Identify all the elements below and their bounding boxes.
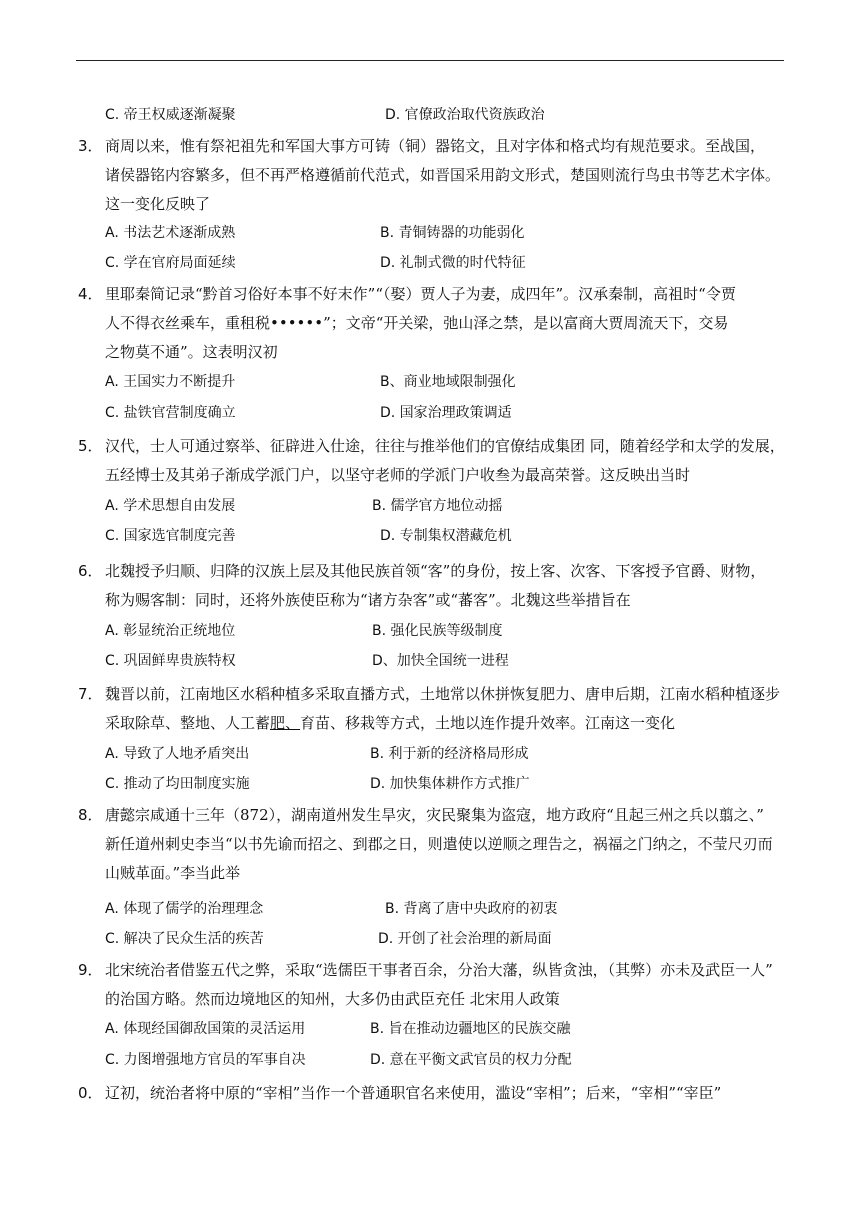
q3-stem-line-2: 诸侯器铭内容繁多，但不再严格遵循前代范式，如晋国采用韵文形式，楚国则流行鸟虫书等艺术字体。 [105, 166, 781, 184]
q7-option-d: D. 加快集体耕作方式推广 [370, 776, 530, 792]
q6-number: 6． [78, 562, 103, 580]
q5-stem-line-1: 汉代，士人可通过察举、征辟进入仕途，往往与推举他们的官僚结成集团 同，随着经学和太学的发展， [105, 437, 785, 455]
q4-option-d: D. 国家治理政策调适 [380, 405, 512, 421]
q8-stem-line-2: 新任道州刺史李当“以书先谕而招之、到郡之日，则遣使以逆顺之理告之，祸福之门纳之，不莹尺刃而 [105, 835, 773, 853]
q2-option-c: C. 帝王权威逐渐凝聚 [105, 107, 236, 123]
q4-option-a: A. 王国实力不断提升 [105, 374, 236, 390]
q8-stem-line-3: 山贼革面。”李当此举 [105, 864, 241, 882]
q9-number: 9． [78, 961, 103, 979]
q9-stem-line-2: 的治国方略。然而边境地区的知州，大多仍由武臣充任 北宋用人政策 [105, 990, 560, 1008]
q7-stem-line-2a: 采取除草、整地、人工蓄 [105, 714, 271, 732]
q9-option-b: B. 旨在推动边疆地区的民族交融 [370, 1021, 571, 1037]
q3-option-d: D. 礼制式微的时代特征 [380, 255, 526, 271]
q7-stem-line-1: 魏晋以前，江南地区水稻种植多采取直播方式，土地常以休拼恢复肥力、唐申后期，江南水稻种植逐步 [105, 685, 781, 703]
q7-stem-line-2 [105, 713, 675, 733]
q6-option-b: B. 强化民族等级制度 [372, 623, 503, 639]
q5-option-a: A. 学术思想自由发展 [105, 498, 236, 514]
q5-stem-line-2: 五经博士及其弟子渐成学派门户，以坚守老师的学派门户收叁为最高荣誉。这反映出当时 [105, 466, 691, 484]
q5-option-c: C. 国家选官制度完善 [105, 528, 236, 544]
q7-option-b: B. 利于新的经济格局形成 [370, 746, 529, 762]
q9-option-a: A. 体现经国御敌国策的灵活运用 [105, 1021, 306, 1037]
q6-option-d: D、加快全国统一进程 [372, 653, 509, 669]
q8-option-b: B. 背离了唐中央政府的初衷 [385, 901, 558, 917]
header-rule [76, 60, 784, 61]
q4-number: 4． [78, 285, 103, 303]
q3-option-b: B. 青铜铸器的功能弱化 [380, 225, 525, 241]
q3-stem-line-3: 这一变化反映了 [105, 195, 211, 213]
q8-number: 8． [78, 806, 103, 824]
q5-option-b: B. 儒学官方地位动摇 [372, 498, 503, 514]
q8-option-d: D. 开创了社会治理的新局面 [378, 931, 552, 947]
q4-option-b: B、商业地域限制强化 [380, 374, 516, 390]
q9-stem-line-1: 北宋统治者借鉴五代之弊，采取“选儒臣干事者百余，分治大藩，纵皆贪浊，（其弊）亦未及武臣一人” [105, 961, 773, 979]
q3-option-a: A. 书法艺术逐渐成熟 [105, 225, 236, 241]
q8-option-a: A. 体现了儒学的治理理念 [105, 901, 264, 917]
q3-stem-line-1: 商周以来，惟有祭祀祖先和军国大事方可铸（铜）器铭文，且对字体和格式均有规范要求。至战国， [105, 137, 766, 155]
q7-option-c: C. 推动了均田制度实施 [105, 776, 250, 792]
q6-option-a: A. 彰显统治正统地位 [105, 623, 236, 639]
q3-option-c: C. 学在官府局面延续 [105, 255, 236, 271]
q8-stem-line-1: 唐懿宗咸通十三年（872），湖南道州发生旱灾，灾民聚集为盗寇，地方政府“且起三州之兵以翦之、” [105, 806, 764, 824]
q4-option-c: C. 盐铁官营制度确立 [105, 405, 236, 421]
q6-stem-line-1: 北魏授予归顺、归降的汉族上层及其他民族首领“客”的身份，按上客、次客、下客授予官爵、财物， [105, 562, 766, 580]
q9-option-d: D. 意在平衡文武官员的权力分配 [370, 1052, 572, 1068]
q9-option-c: C. 力图增强地方官员的军事自决 [105, 1052, 306, 1068]
q5-option-d: D. 专制集权潜藏危机 [380, 528, 512, 544]
q7-option-a: A. 导致了人地矛盾突出 [105, 746, 250, 762]
q10-stem-line-1: 辽初，统治者将中原的“宰相”当作一个普通职官名来使用，滥设“宰相”；后来，“宰相”“宰臣” [105, 1084, 722, 1102]
q6-stem-line-2: 称为赐客制：同时，还将外族使臣称为“诸方杂客”或“蕃客”。北魏这些举措旨在 [105, 591, 631, 609]
q7-number: 7． [78, 685, 103, 703]
q10-number: 0． [78, 1084, 103, 1102]
q4-stem-line-1: 里耶秦简记录“黔首习俗好本事不好末作”“（娶）贾人子为妻，成四年”。汉承秦制，高祖时“令贾 [105, 285, 736, 303]
q5-number: 5． [78, 437, 103, 455]
q3-number: 3． [78, 137, 103, 155]
q8-option-c: C. 解决了民众生活的疾苦 [105, 931, 264, 947]
q4-stem-line-3: 之物莫不通”。这表明汉初 [105, 343, 278, 361]
q4-stem-line-2: 人不得衣丝乘车，重租税••••••”；文帝“开关梁，弛山泽之禁，是以富商大贾周流天下，交易 [105, 314, 729, 332]
q2-option-d: D. 官僚政治取代资族政治 [385, 107, 545, 123]
q7-stem-underlined: 肥、 [270, 714, 301, 732]
q6-option-c: C. 巩固鲜卑贵族特权 [105, 653, 236, 669]
q7-stem-line-2b: 育苗、移栽等方式，土地以连作提升效率。江南这一变化 [300, 714, 676, 732]
